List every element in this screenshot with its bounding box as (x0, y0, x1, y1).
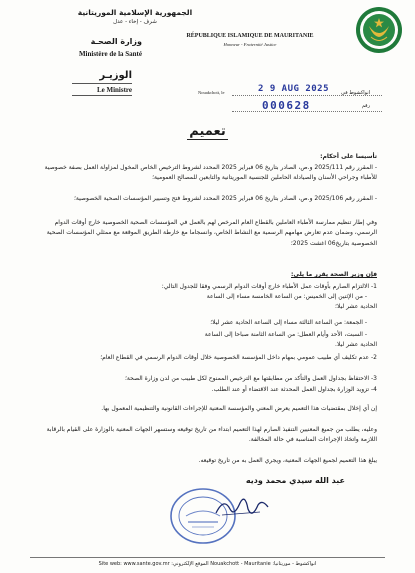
item-1-friday: - الجمعة: من الساعة الثالثة مساء إلى الساعة الحادية عشر ليلا؛ (210, 319, 367, 326)
footer-divider (30, 557, 385, 558)
item-2: 2- عدم تكليف أي طبيب عمومي بمهام داخل المؤسسة الخصوصية خلال أوقات الدوام الرسمي في القطاع العام؛ (100, 354, 377, 361)
document-title (0, 124, 415, 139)
number-label: رقم (361, 103, 370, 109)
closing-paragraph-3: يبلغ هذا التعميم لجميع الجهات المعنية، ويجري العمل به من تاريخ توقيعه. (198, 457, 377, 464)
republic-name-arabic: الجمهورية الإسلامية الموريتانية (77, 8, 193, 17)
preamble: تأسيسا على أحكام: (320, 153, 377, 160)
minister-title-french: Le Ministre (96, 86, 132, 94)
closing-paragraph-2: وعليه، يطلب من جميع المعنيين التنفيذ الصارم لهذا التعميم ابتداء من تاريخ توقيعه وستسهر الجهات المعنية بالوزارة على القيام بالرقابة اللازمة واتخاذ الإجراءات المناسبة في حالة المخالفة. (46, 426, 377, 444)
date-stamp: 2 9 AUG 2025 (258, 84, 330, 94)
item-3: 3- الاحتفاظ بجداول العمل والتأكد من مطابقتها مع الترخيص الممنوح لكل طبيب من لدن وزارة الصحة؛ (125, 375, 377, 382)
item-1-weekend-end: الحادية عشر ليلا. (335, 341, 377, 348)
reference-paragraph-2: - المقرر رقم 2025/106 و.ص، الصادر بتاريخ 06 فبراير 2025 المحدد لشروط فتح وتسيير المؤسسات الصحية الخصوصية؛ (73, 195, 377, 202)
place-label-arabic: انواكشوط في (341, 90, 370, 96)
decision-heading: فإن وزير الصحة يقرر ما يلي: (291, 271, 377, 278)
closing-paragraph-1: إن أي إخلال بمقتضيات هذا التعميم يعرض المعني والمؤسسة المعنية للإجراءات القانونية والتنظيمية المعمول بها. (101, 405, 377, 412)
item-4: 4- تزويد الوزارة بجداول العمل المحدثة عند الاقتضاء أو عند الطلب. (211, 386, 377, 393)
reference-paragraph-1: - المقرر رقم 2025/111 و.ص، الصادر بتاريخ 06 فبراير 2025 المحدد لشروط الترخيص الخاص المخول لمزاولة العمل بصفة خصوصية للأطباء وجراحي الأسنان والصيادلة الحاملين للجنسية الموريتانية والتابعين للمصالح العمومية؛ (44, 164, 377, 182)
signatory-name: عبد الله سيدي محمد وديه (245, 476, 345, 485)
item-1-weekdays-end: الحادية عشر ليلا؛ (335, 303, 377, 310)
ministry-name-french: Ministère de la Santé (78, 50, 142, 58)
republic-name-french: RÉPUBLIQUE ISLAMIQUE DE MAURITANIE (186, 33, 314, 39)
item-1-weekend: - السبت، الأحد وأيام العطل: من الساعة الثامنة صباحا إلى الساعة (204, 331, 367, 338)
national-emblem-icon (355, 6, 403, 54)
context-paragraph: وفي إطار تنظيم ممارسة الأطباء العاملين بالقطاع العام المرخص لهم بالعمل في المؤسسات الصحية الخصوصية خارج أوقات الدوام الرسمي، وضمان عدم تعارض مهامهم الرسمية مع النشاط الخاص، وانسجاما مع خارطة الطريق الموقعة مع ممثلي المؤسسات الصحية الخصوصية بتاريخ06 اغشت 2025؛ (46, 219, 377, 247)
item-1-weekdays: - من الإثنين إلى الخميس: من الساعة الخامسة مساء إلى الساعة (206, 293, 367, 300)
reference-number: 000628 (262, 99, 311, 112)
ministry-name-arabic: وزارة الصحـة (90, 37, 142, 46)
date-line (232, 95, 382, 96)
minister-title-arabic: الوزيـر (99, 70, 132, 81)
document-title-text: تعميم (189, 124, 226, 139)
divider (72, 83, 132, 84)
place-label-french: Nouakchott, le (198, 90, 225, 95)
divider (72, 95, 132, 96)
motto-french: Honneur - Fraternité Justice (223, 42, 277, 47)
handwritten-signature (212, 495, 272, 520)
number-line (232, 111, 382, 112)
footer-contact: Site web: www.sante.gov.mr :الموقع الإلكتروني Nouakchott - Mauritanie :انواكشوط - موريتانيا (98, 561, 317, 567)
item-1: 1- الالتزام الصارم بأوقات عمل الأطباء خارج أوقات الدوام الرسمي وفقا للجدول التالي: (161, 283, 377, 290)
motto-arabic: شرف - إخاء - عدل (113, 19, 157, 25)
